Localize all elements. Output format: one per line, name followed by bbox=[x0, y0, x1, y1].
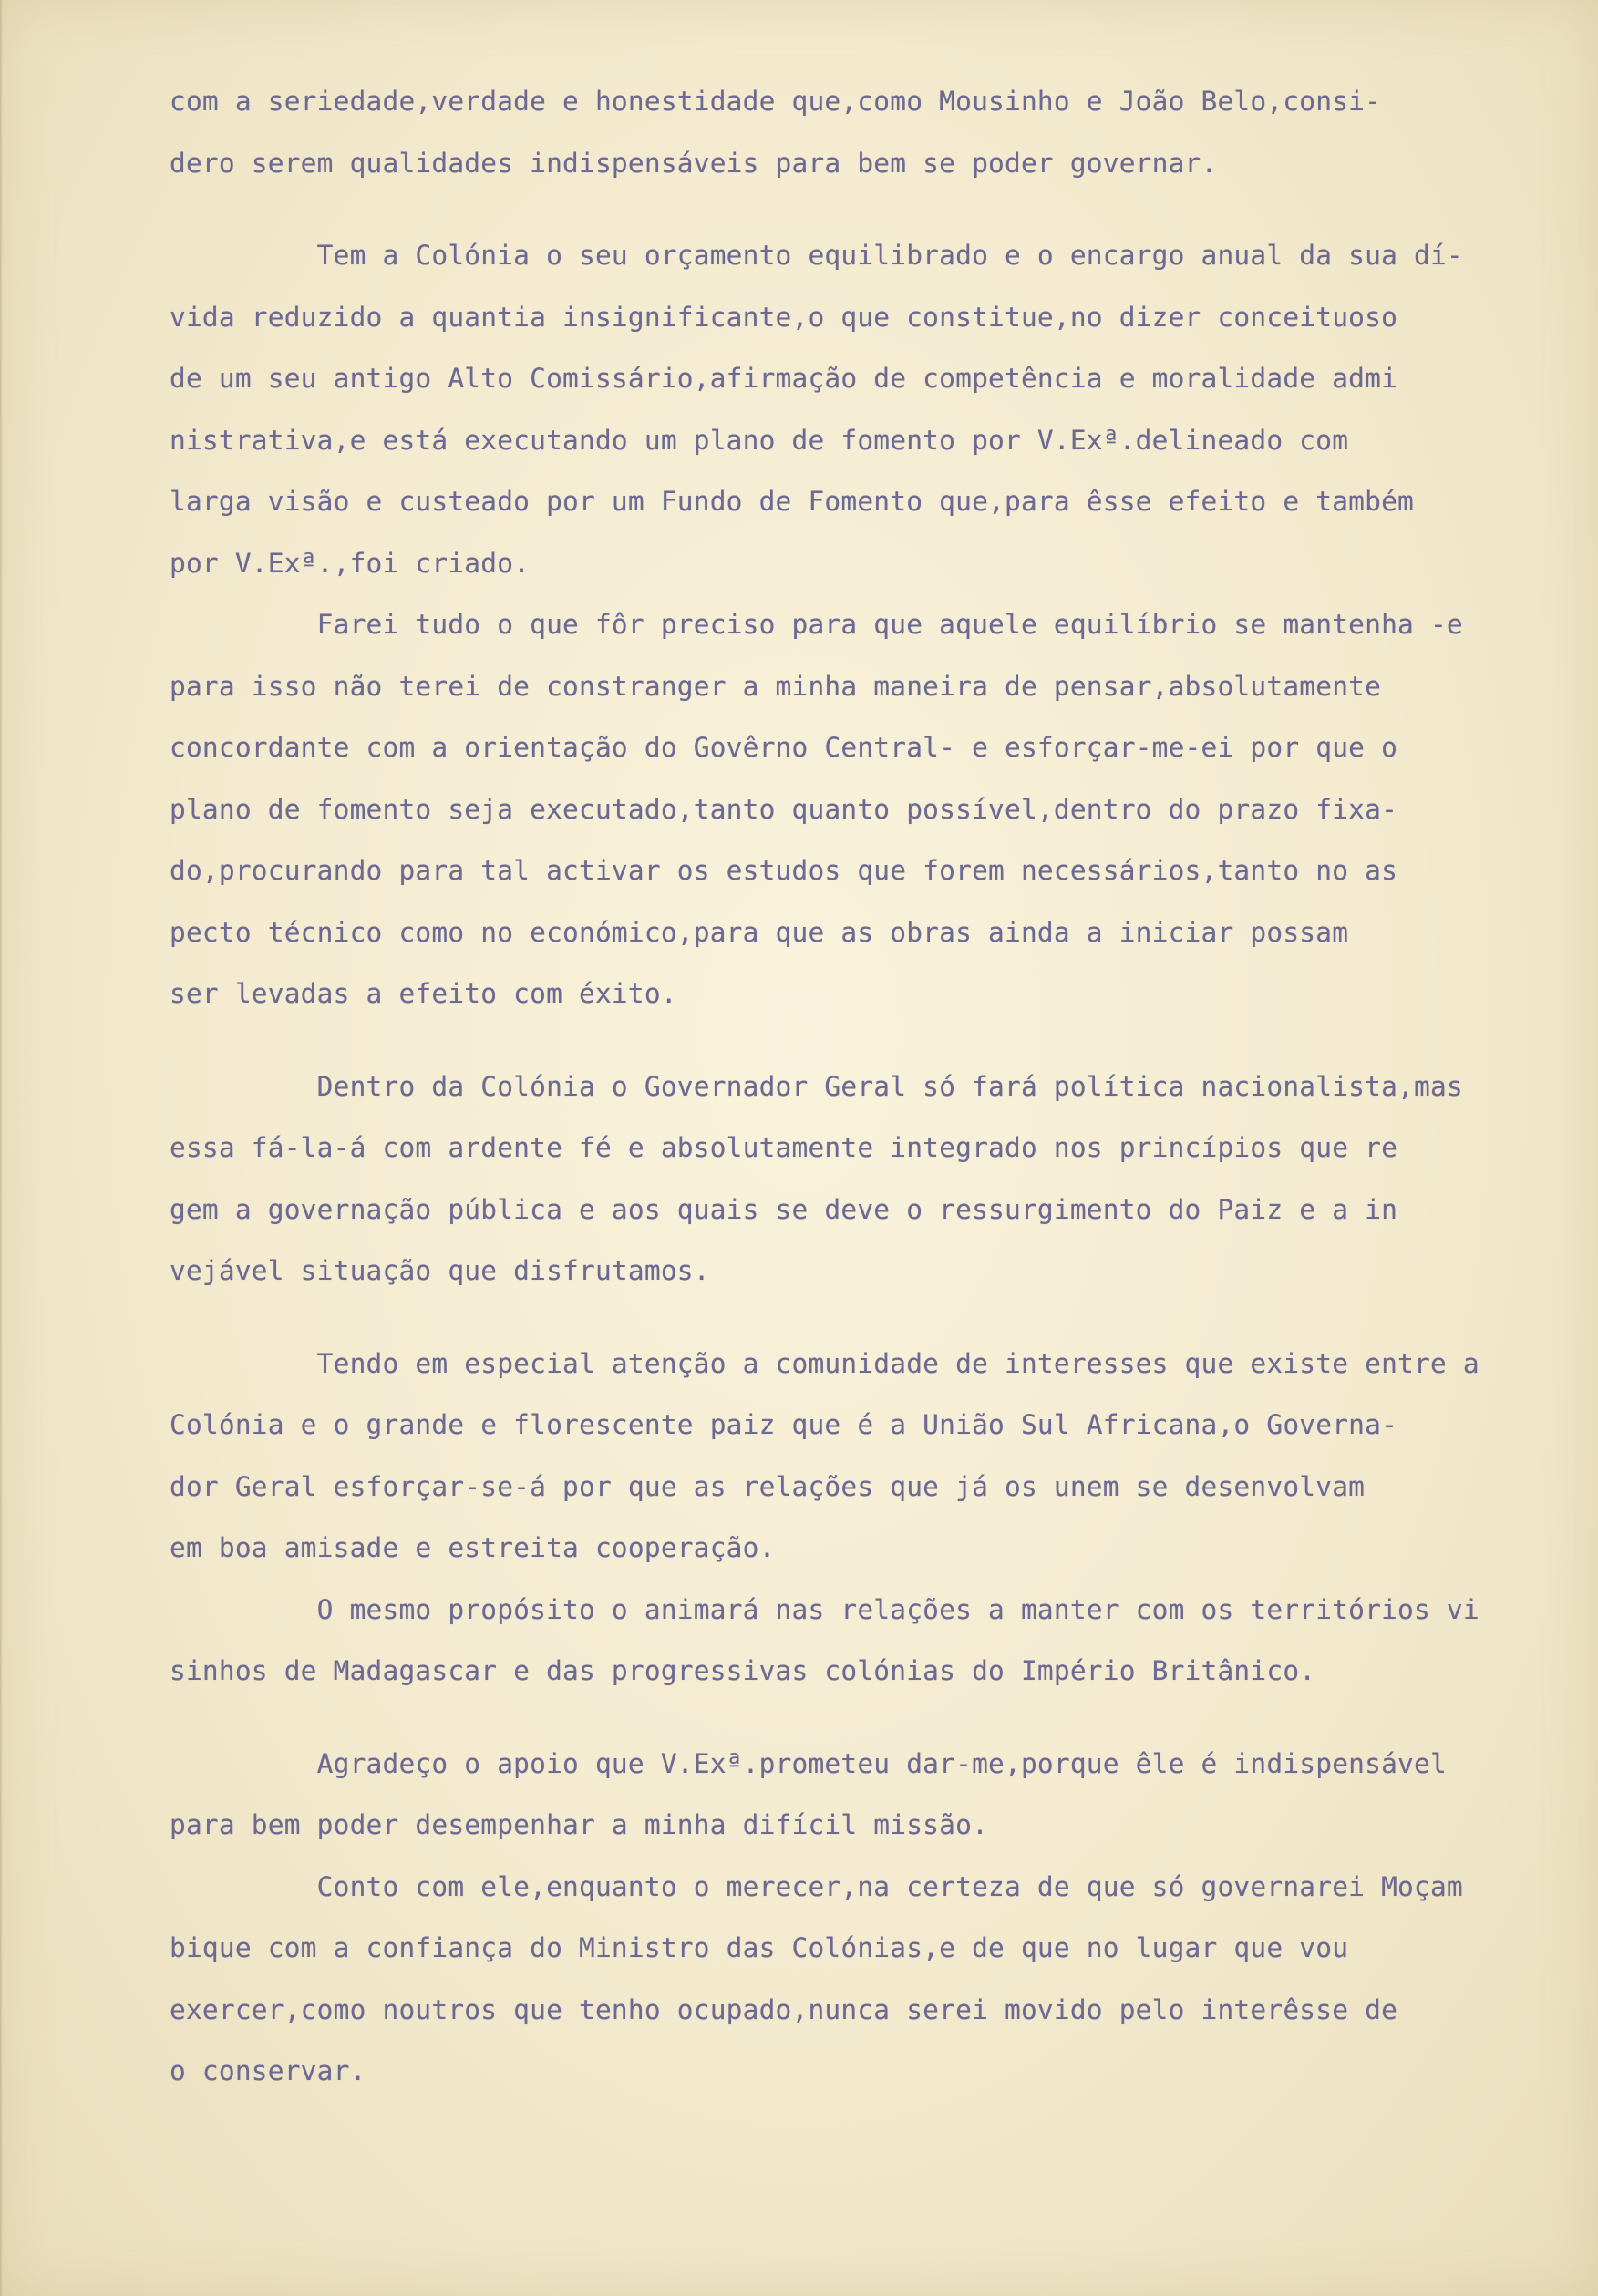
text-line: nistrativa,e está executando um plano de fomento por V.Exª.delineado com bbox=[170, 424, 1349, 456]
text-line: pecto técnico como no económico,para que as obras ainda a iniciar possam bbox=[170, 916, 1349, 948]
text-line: Tem a Colónia o seu orçamento equilibrado e o encargo anual da sua dí- bbox=[170, 240, 1463, 271]
text-line: gem a governação pública e aos quais se deve o ressurgimento do Paiz e a in bbox=[170, 1193, 1398, 1225]
paragraph-6 bbox=[170, 1580, 1555, 1703]
text-line: Farei tudo o que fôr preciso para que aquele equilíbrio se mantenha -e bbox=[170, 609, 1463, 640]
paragraph-2 bbox=[170, 225, 1555, 594]
text-line: Tendo em especial atenção a comunidade de interesses que existe entre a bbox=[170, 1347, 1479, 1379]
paragraph-7 bbox=[170, 1734, 1555, 1857]
text-line: O mesmo propósito o animará nas relações a manter com os territórios vi bbox=[170, 1593, 1479, 1625]
text-line: Colónia e o grande e florescente paiz que é a União Sul Africana,o Governa- bbox=[170, 1409, 1398, 1440]
text-line: vida reduzido a quantia insignificante,o que constitue,no dizer conceituoso bbox=[170, 301, 1398, 333]
text-line: bique com a confiança do Ministro das Colónias,e de que no lugar que vou bbox=[170, 1932, 1349, 1963]
paper-edge bbox=[0, 0, 3, 2296]
paragraph-3 bbox=[170, 594, 1555, 1025]
text-line: com a seriedade,verdade e honestidade que,como Mousinho e João Belo,consi- bbox=[170, 86, 1382, 117]
text-line: Agradeço o apoio que V.Exª.prometeu dar-me,porque êle é indispensável bbox=[170, 1747, 1447, 1779]
paragraph-4 bbox=[170, 1056, 1555, 1302]
paragraph-5 bbox=[170, 1333, 1555, 1580]
text-line: o conservar. bbox=[170, 2055, 366, 2086]
text-line: concordante com a orientação do Govêrno Central- e esforçar-me-ei por que o bbox=[170, 732, 1398, 763]
paragraph-8 bbox=[170, 1857, 1555, 2103]
text-line: dero serem qualidades indispensáveis para bem se poder governar. bbox=[170, 147, 1218, 179]
text-line: em boa amisade e estreita cooperação. bbox=[170, 1532, 776, 1563]
text-line: para isso não terei de constranger a minha maneira de pensar,absolutamente bbox=[170, 670, 1382, 702]
typed-letter-body bbox=[170, 71, 1555, 2103]
text-line: sinhos de Madagascar e das progressivas colónias do Império Britânico. bbox=[170, 1655, 1316, 1686]
text-line: larga visão e custeado por um Fundo de Fomento que,para êsse efeito e também bbox=[170, 486, 1414, 517]
text-line: para bem poder desempenhar a minha difícil missão. bbox=[170, 1809, 989, 1840]
text-line: vejável situação que disfrutamos. bbox=[170, 1255, 710, 1286]
paragraph-1 bbox=[170, 71, 1555, 194]
text-line: Conto com ele,enquanto o merecer,na certeza de que só governarei Moçam bbox=[170, 1870, 1463, 1902]
text-line: dor Geral esforçar-se-á por que as relações que já os unem se desenvolvam bbox=[170, 1470, 1366, 1502]
text-line: Dentro da Colónia o Governador Geral só fará política nacionalista,mas bbox=[170, 1070, 1463, 1102]
text-line: exercer,como noutros que tenho ocupado,nunca serei movido pelo interêsse de bbox=[170, 1993, 1398, 2025]
text-line: essa fá-la-á com ardente fé e absolutamente integrado nos princípios que re bbox=[170, 1132, 1398, 1163]
text-line: do,procurando para tal activar os estudos que forem necessários,tanto no as bbox=[170, 855, 1398, 886]
text-line: por V.Exª.,foi criado. bbox=[170, 547, 531, 579]
text-line: plano de fomento seja executado,tanto quanto possível,dentro do prazo fixa- bbox=[170, 793, 1398, 825]
text-line: de um seu antigo Alto Comissário,afirmação de competência e moralidade admi bbox=[170, 363, 1398, 394]
text-line: ser levadas a efeito com éxito. bbox=[170, 978, 677, 1009]
